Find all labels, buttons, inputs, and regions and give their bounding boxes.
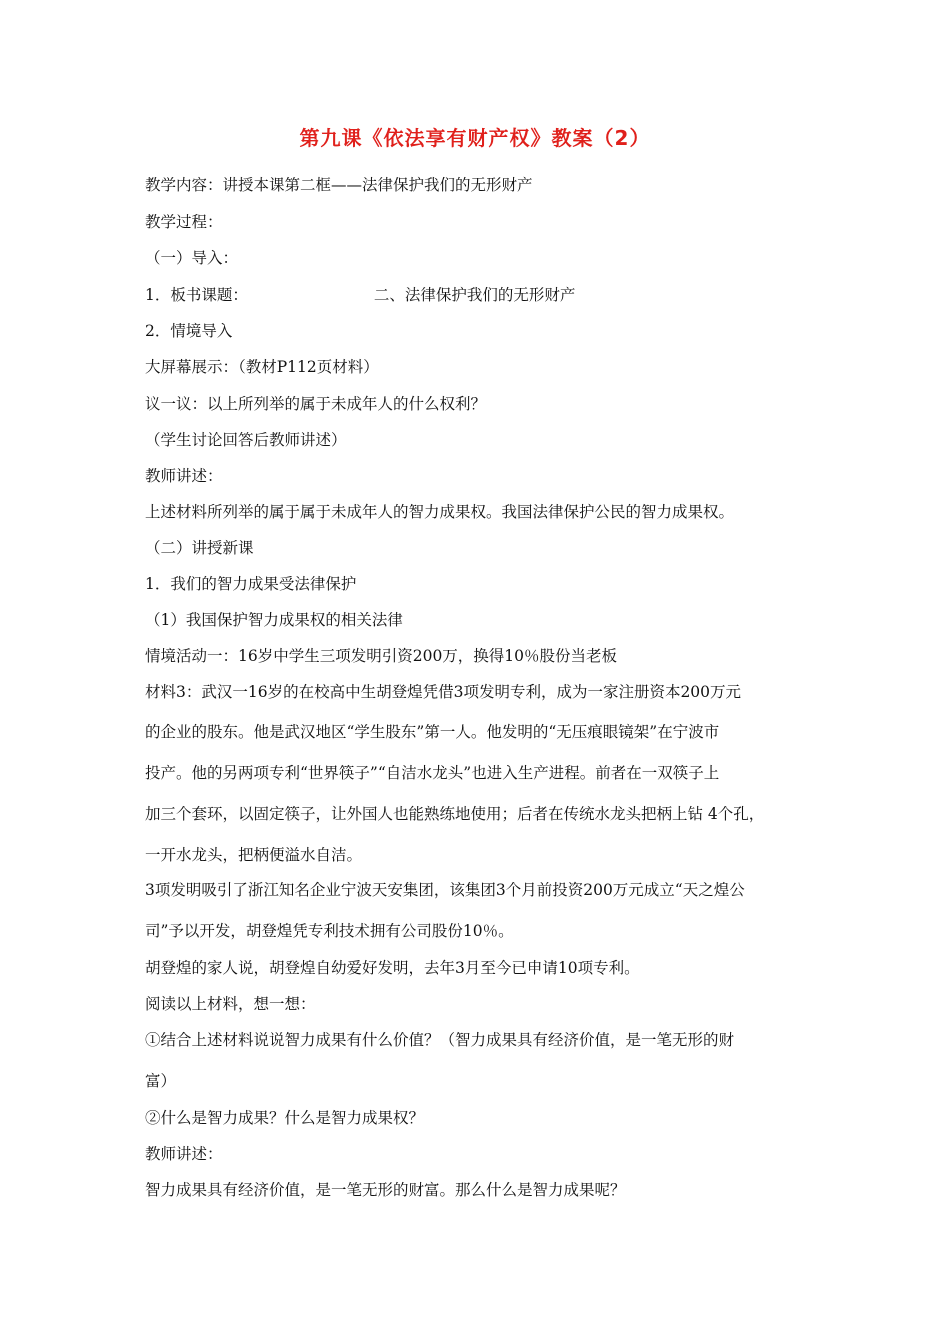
- scenario-activity-line: 情境活动一：16岁中学生三项发明引资200万，换得10％股份当老板: [145, 647, 618, 665]
- screen-display-line: 大屏幕展示：（教材P112页材料）: [145, 358, 379, 376]
- teacher-explanation-text: 上述材料所列举的属于属于未成年人的智力成果权。我国法律保护公民的智力成果权。: [145, 503, 735, 521]
- teaching-content-line: 教学内容：讲授本课第二框——法律保护我们的无形财产: [145, 176, 533, 194]
- board-topic-label: 1．板书课题：: [145, 286, 248, 304]
- scenario-intro-line: 2．情境导入: [145, 322, 233, 340]
- discussion-question-line: 议一议：以上所列举的属于未成年人的什么权利？: [145, 395, 487, 413]
- subsection-heading: 1．我们的智力成果受法律保护: [145, 575, 357, 593]
- material-paragraph-line: 的企业的股东。他是武汉地区“学生股东”第一人。他发明的“无压痕眼镜架”在宁波市: [145, 723, 720, 741]
- teaching-process-heading: 教学过程：: [145, 213, 223, 231]
- board-topic-line: [145, 285, 575, 305]
- teacher-explanation-heading-2: 教师讲述：: [145, 1145, 223, 1163]
- material-paragraph-line: 加三个套环，以固定筷子，让外国人也能熟练地使用；后者在传统水龙头把柄上钻 4个孔，: [145, 805, 765, 823]
- board-topic-value: 二、法律保护我们的无形财产: [373, 286, 576, 304]
- material-paragraph-line: 胡登煌的家人说，胡登煌自幼爱好发明，去年3月至今已申请10项专利。: [145, 959, 640, 977]
- teacher-explanation-text-2: 智力成果具有经济价值，是一笔无形的财富。那么什么是智力成果呢？: [145, 1181, 626, 1199]
- material-paragraph-line: 3项发明吸引了浙江知名企业宁波天安集团，该集团3个月前投资200万元成立“天之煌公: [145, 881, 745, 899]
- question-two-line: ②什么是智力成果？什么是智力成果权？: [145, 1109, 425, 1127]
- material-paragraph-line: 投产。他的另两项专利“世界筷子”“自洁水龙头”也进入生产进程。前者在一双筷子上: [145, 764, 720, 782]
- document-title: 第九课《依法享有财产权》教案（2）: [299, 126, 651, 150]
- teacher-explanation-heading: 教师讲述：: [145, 467, 223, 485]
- section-intro-heading: （一）导入：: [145, 249, 239, 267]
- law-subheading: （1）我国保护智力成果权的相关法律: [145, 611, 403, 629]
- material-paragraph-line: 司”予以开发，胡登煌凭专利技术拥有公司股份10％。: [145, 922, 514, 940]
- reading-prompt-line: 阅读以上材料，想一想：: [145, 995, 316, 1013]
- question-one-continued: 富）: [145, 1072, 177, 1090]
- student-discussion-note: （学生讨论回答后教师讲述）: [145, 431, 347, 449]
- question-one-line: ①结合上述材料说说智力成果有什么价值？（智力成果具有经济价值，是一笔无形的财: [145, 1031, 735, 1049]
- material-paragraph-line: 材料3：武汉一16岁的在校高中生胡登煌凭借3项发明专利，成为一家注册资本200万元: [145, 683, 742, 701]
- material-paragraph-line: 一开水龙头，把柄便溢水自洁。: [145, 846, 363, 864]
- section-new-lesson-heading: （二）讲授新课: [145, 539, 254, 557]
